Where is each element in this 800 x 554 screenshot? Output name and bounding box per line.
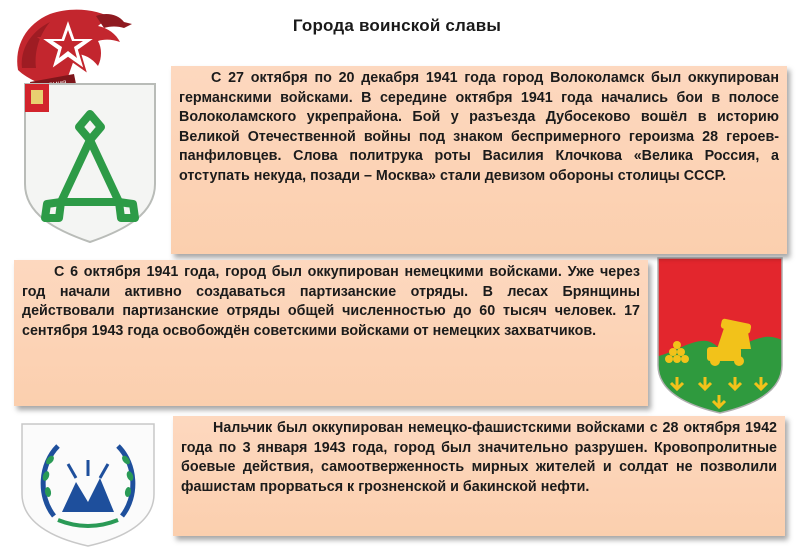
- nalchik-coat-of-arms-icon: [18, 420, 158, 548]
- volokolamsk-description: С 27 октября по 20 декабря 1941 года город Волоколамск был оккупирован германскими войсками. В середине октября 1941 года начались бои в полосе Волоколамского укрепрайона. Бой у разъезда Дубосеково вошёл в историю Великой Отечественной войны под знаком беспримерного героизма 28 героев-панфиловцев. Слова политрука роты Василия Клочкова «Велика Россия, а отступать некуда, позади – Москва» стали девизом обороны столицы СССР.: [179, 70, 779, 184]
- bryansk-description: С 6 октября 1941 года, город был оккупирован немецкими войсками. Уже через год начали активно создаваться партизанские отряды. В лесах Брянщины действовали партизанские отряды общей численностью до 60 тысяч человек. 17 сентября 1943 года освобождён советскими войсками от немецких захватчиков.: [22, 264, 640, 339]
- volokolamsk-text-box: [171, 66, 787, 254]
- bryansk-coat-of-arms-icon: [655, 255, 785, 415]
- slide-title: Города воинской славы: [292, 16, 502, 35]
- nalchik-text-box: [173, 416, 785, 536]
- volokolamsk-coat-of-arms-icon: [21, 80, 159, 246]
- bryansk-text-box: [14, 260, 648, 406]
- nalchik-description: Нальчик был оккупирован немецко-фашистскими войсками с 28 октября 1942 года по 3 января 1943 года, город был значительно разрушен. Кровопролитные боевые действия, самоотверженность мирных жителей и солдат не позволили фашистам прорваться к грозненской и бакинской нефти.: [181, 420, 777, 495]
